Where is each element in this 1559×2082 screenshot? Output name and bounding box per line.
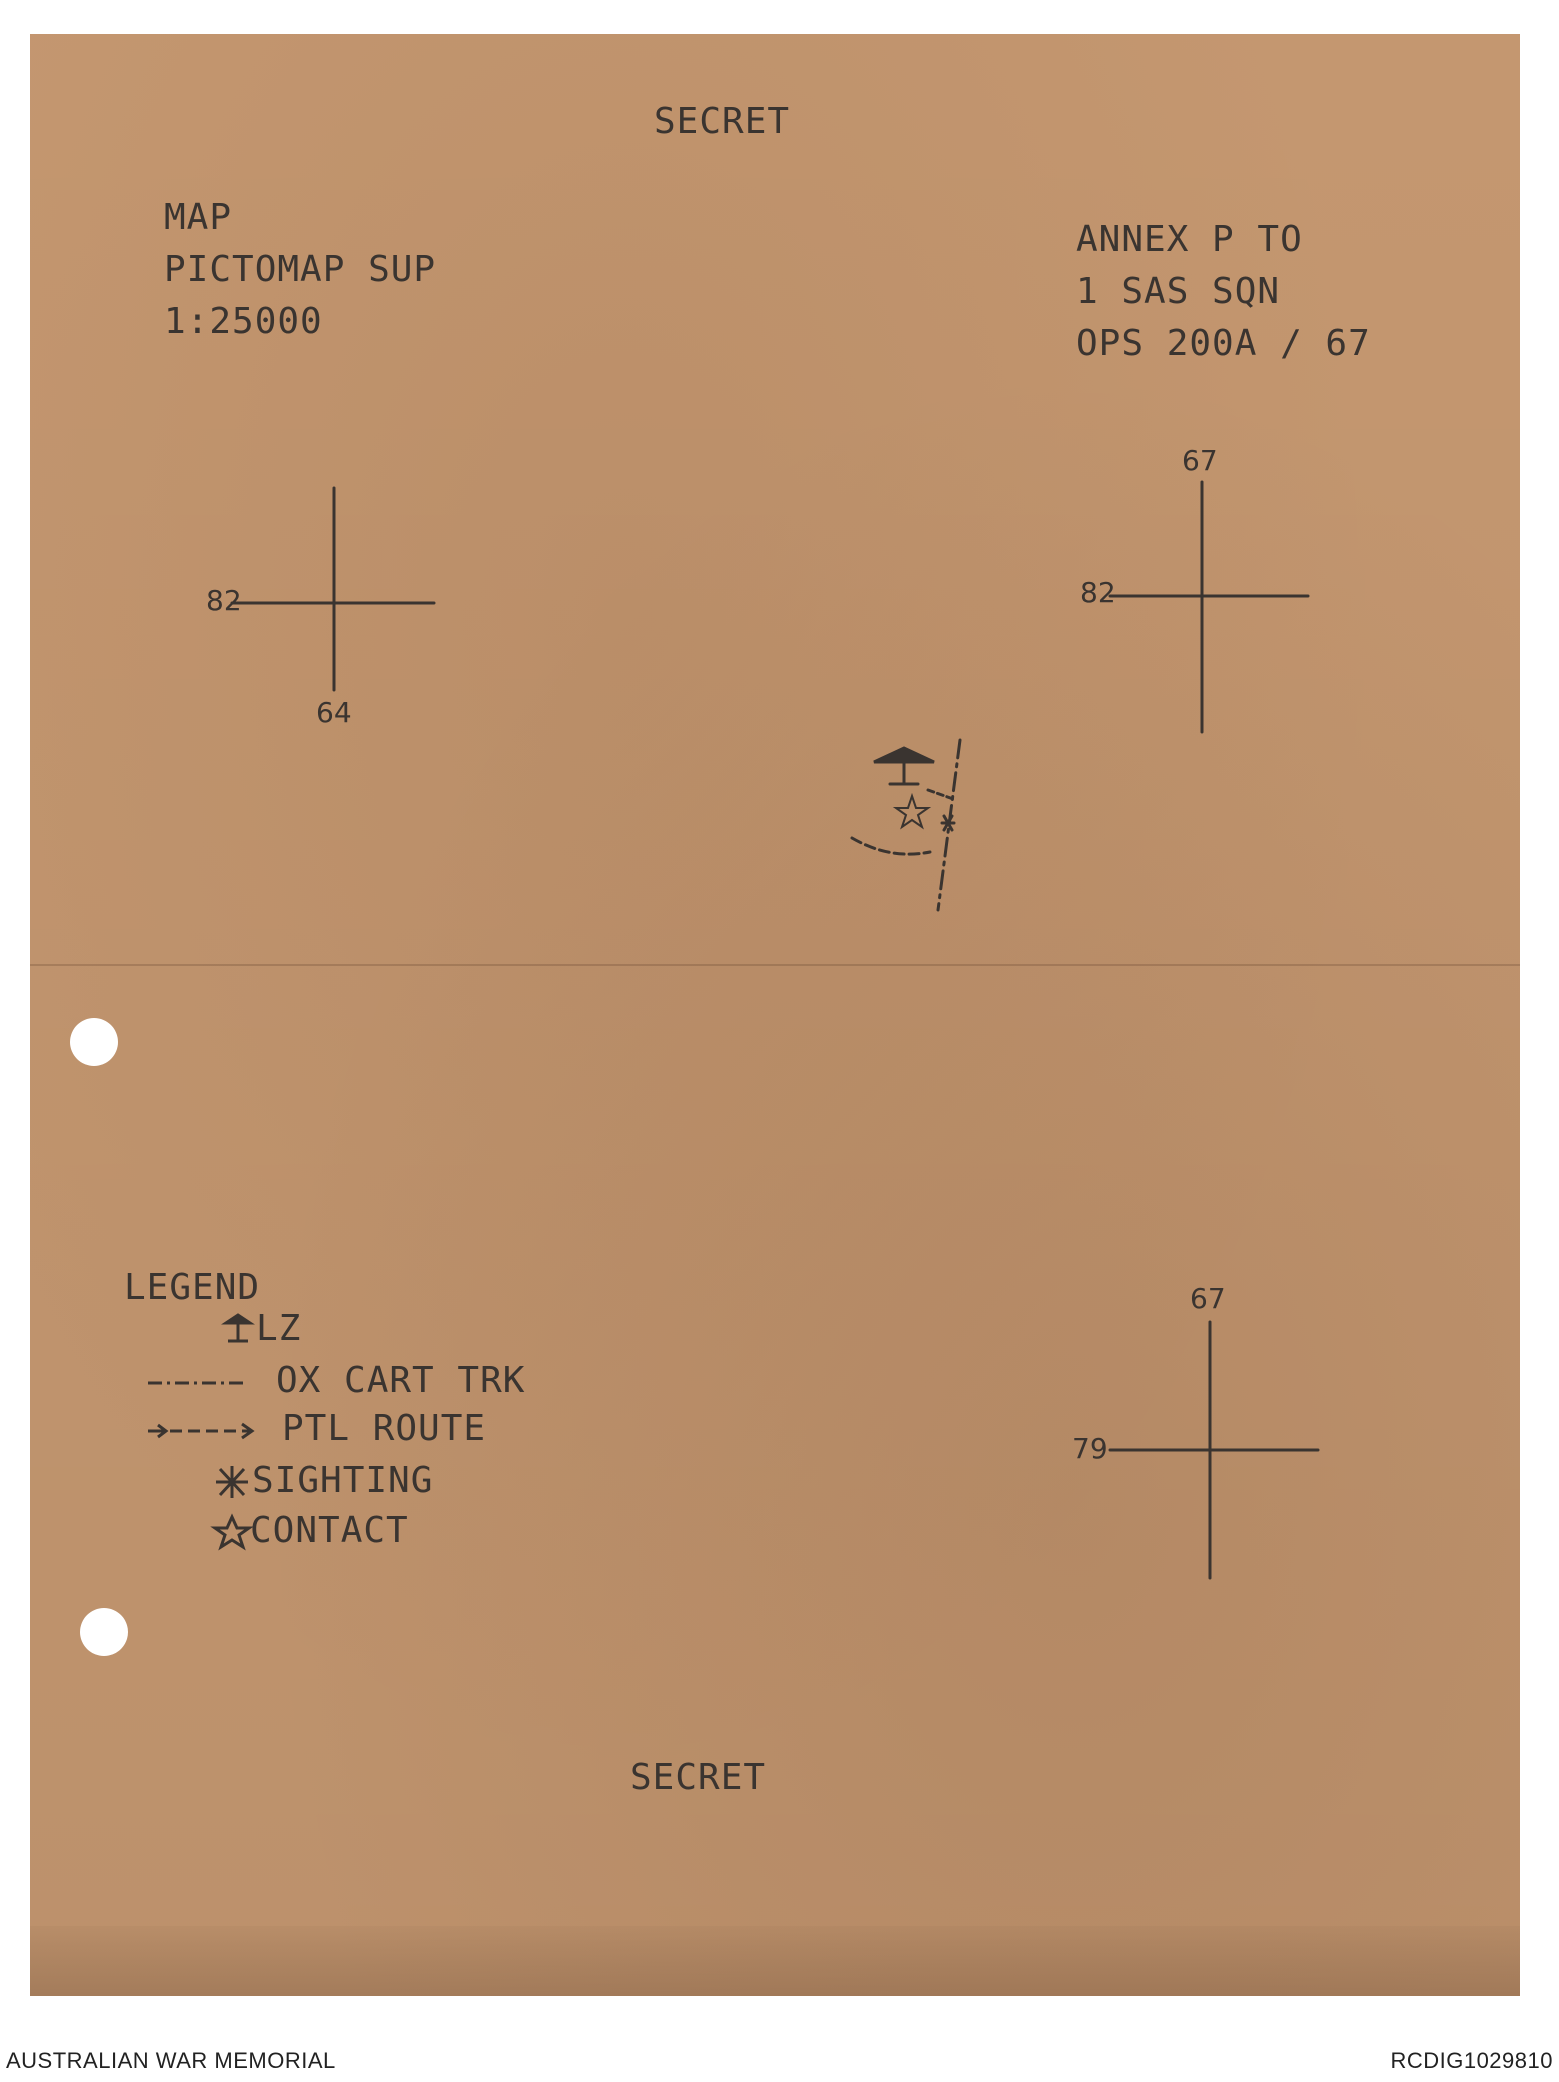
legend-lz-icon [146, 1309, 286, 1349]
grid-label-northing-tl: 82 [206, 584, 242, 617]
legend-item-contact [146, 1510, 409, 1551]
legend-item-sighting [146, 1460, 433, 1501]
footer-record-id: RCDIG1029810 [1390, 2048, 1553, 2073]
annex-info-line-3: OPS 200A / 67 [1076, 323, 1371, 365]
patrol-route [852, 838, 930, 854]
legend-ox-cart-track-line [146, 1361, 286, 1401]
legend-title: LEGEND [124, 1267, 261, 1308]
legend-sighting-icon [146, 1461, 286, 1501]
legend-item-lz [146, 1308, 301, 1349]
contact-icon [896, 796, 928, 827]
grid-label-northing-tr: 82 [1080, 576, 1116, 609]
legend-item-patrol-route [146, 1408, 486, 1449]
classification-bottom: SECRET [630, 1757, 767, 1798]
annex-info-line-2: 1 SAS SQN [1076, 271, 1281, 313]
grid-label-easting-tr: 67 [1182, 444, 1218, 477]
grid-label-easting-br: 67 [1190, 1282, 1226, 1315]
map-info-line-3: 1:25000 [164, 301, 323, 343]
footer-source: AUSTRALIAN WAR MEMORIAL [6, 2048, 336, 2073]
classification-top: SECRET [654, 101, 791, 142]
legend-label-patrol-route: PTL ROUTE [282, 1408, 487, 1449]
map-info-line-2: PICTOMAP SUP [164, 249, 437, 291]
legend-patrol-route-arrow [146, 1409, 286, 1449]
legend-label-ox-cart-track: OX CART TRK [276, 1360, 526, 1401]
legend-contact-icon [146, 1511, 286, 1551]
annex-info-line-1: ANNEX P TO [1076, 219, 1303, 260]
legend-item-ox-cart-track [146, 1360, 525, 1401]
legend-label-lz: LZ [256, 1308, 302, 1349]
map-info-line-1: MAP [164, 197, 233, 238]
patrol-route-segment [928, 790, 956, 800]
legend-label-contact: CONTACT [250, 1510, 409, 1551]
grid-label-easting-tl: 64 [316, 696, 352, 729]
lz-icon [874, 748, 934, 762]
grid-label-northing-br: 79 [1072, 1432, 1108, 1465]
legend-label-sighting: SIGHTING [252, 1460, 434, 1501]
